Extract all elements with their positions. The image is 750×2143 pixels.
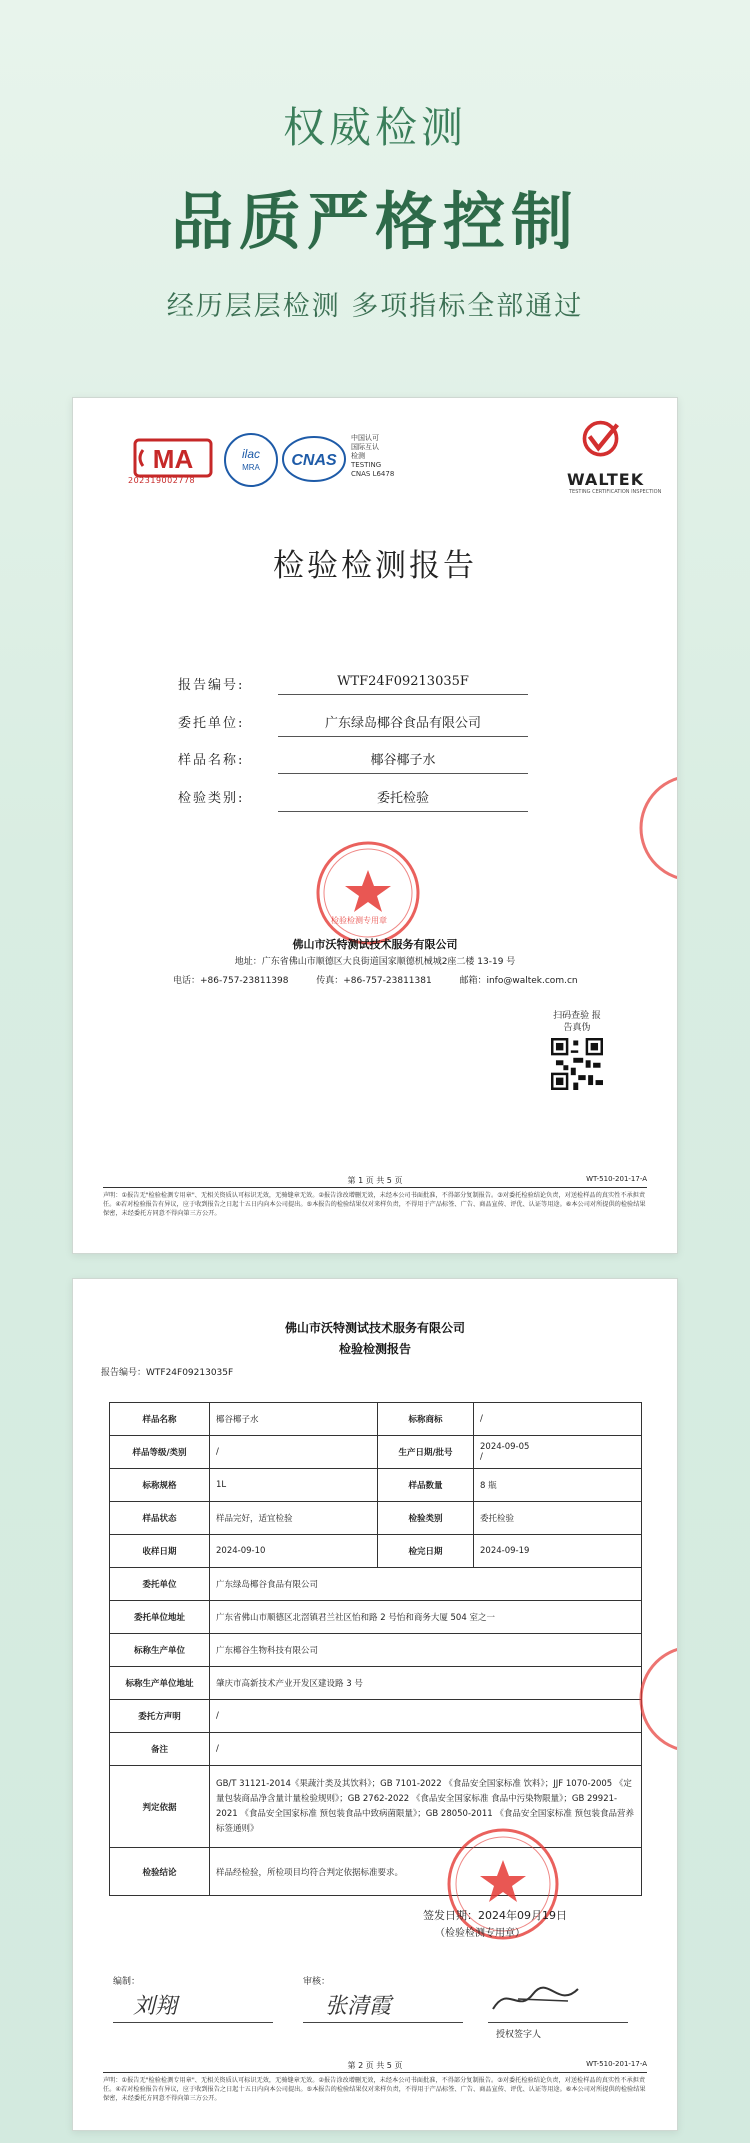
table-row xyxy=(110,1403,642,1436)
qr-code-icon[interactable] xyxy=(551,1038,603,1090)
table-key: 样品数量 xyxy=(378,1469,474,1502)
footer-divider xyxy=(103,1187,647,1188)
page-number: 第 2 页 共 5 页 xyxy=(347,2061,403,2070)
table-value: 椰谷椰子水 xyxy=(210,1403,378,1436)
table-value: / xyxy=(474,1403,642,1436)
seam-stamp-icon xyxy=(633,1639,678,1759)
cnas-text xyxy=(351,434,421,479)
issuer-company: 佛山市沃特测试技术服务有限公司 xyxy=(292,938,458,951)
brand-subtitle: TESTING CERTIFICATION INSPECTION xyxy=(569,489,662,495)
cnas-line: CNAS L6478 xyxy=(351,470,395,478)
hero-title-big: 品质严格控制 xyxy=(170,185,579,258)
cma-code: 2023190027​78 xyxy=(128,476,196,485)
issuer-phone: 电话：+86-757-23811398 xyxy=(173,976,289,986)
table-key: 标称规格 xyxy=(110,1469,210,1502)
fine-print: 声明：①报告无"检验检测专用章"、无相关资质认可标识无效，无骑缝章无效。②报告涂改增删无效，未经本公司书面批准，不得部分复制报告。③对委托检验结论负责，对送检样品的真实性不承担责任。④若对检验报告有异议，应于收到报告之日起十五日内向本公司提出。⑤本报告的检验结果仅对来样负责，不得用于产品标签、广告、商品宣传、评优、认证等用途。⑥本公司对所提供的检验结果保密，未经委托方同意不得向第三方公开。 xyxy=(103,1192,646,1217)
cnas-line: 检测 xyxy=(351,452,365,460)
compile-label: 编制： xyxy=(113,1977,141,1987)
table-row xyxy=(110,1502,642,1535)
doc-number: WT-510-201-17-A xyxy=(586,1175,647,1183)
table-value: 委托检验 xyxy=(474,1502,642,1535)
waltek-logo-icon xyxy=(575,418,645,468)
authorized-signature-icon xyxy=(488,1979,588,2019)
table-key: 检验类别 xyxy=(378,1502,474,1535)
table-value: 肇庆市高新技术产业开发区建设路 3 号 xyxy=(210,1667,642,1700)
table-key: 检验结论 xyxy=(110,1848,210,1896)
table-value: GB/T 31121-2014《果蔬汁类及其饮料》；GB 7101-2022 《食品安全国家标准 饮料》；JJF 1070-2005 《定量包装商品净含量计量检验规则》；GB 2762-2022 《食品安全国家标准 食品中污染物限量》；GB 29921-2021 《食品安全国家标准 预包装食品中致病菌限量》；GB 28050-2011 《食品安全国家标准 预包装食品营养标签通则》 xyxy=(210,1766,642,1848)
table-value: 广东省佛山市顺德区北滘镇君兰社区怡和路 2 号怡和商务大厦 504 室之一 xyxy=(210,1601,642,1634)
table-key: 标称商标 xyxy=(378,1403,474,1436)
cnas-logo-icon xyxy=(281,434,347,484)
table-key: 检完日期 xyxy=(378,1535,474,1568)
table-value: 2024-09-05 / xyxy=(474,1436,642,1469)
table-key: 样品等级/类别 xyxy=(110,1436,210,1469)
table-key: 标称生产单位地址 xyxy=(110,1667,210,1700)
official-stamp xyxy=(313,838,423,948)
report-number: 报告编号：WTF24F09213035F xyxy=(101,1368,234,1378)
hero-section xyxy=(0,0,750,400)
field-value: 委托检验 xyxy=(278,787,528,812)
table-row xyxy=(110,1601,642,1634)
table-key: 标称生产单位 xyxy=(110,1634,210,1667)
table-row xyxy=(110,1535,642,1568)
field-value: 广东绿岛椰谷食品有限公司 xyxy=(278,712,528,737)
issuer-address: 地址：广东省佛山市顺德区大良街道国家顺德机械城2座二楼 13-19 号 xyxy=(234,957,516,967)
field-label: 委托单位: xyxy=(178,716,245,731)
fine-print: 声明：①报告无"检验检测专用章"、无相关资质认可标识无效，无骑缝章无效。②报告涂改增删无效，未经本公司书面批准，不得部分复制报告。③对委托检验结论负责，对送检样品的真实性不承担责任。④若对检验报告有异议，应于收到报告之日起十五日内向本公司提出。⑤本报告的检验结果仅对来样负责，不得用于产品标签、广告、商品宣传、评优、认证等用途。⑥本公司对所提供的检验结果保密，未经委托方同意不得向第三方公开。 xyxy=(103,2077,646,2102)
report-cover-page xyxy=(72,397,678,1254)
qr-label: 扫码查验 报告真伪 xyxy=(553,1011,601,1033)
hero-title-small: 权威检测 xyxy=(282,103,467,152)
table-value: 广东椰谷生物科技有限公司 xyxy=(210,1634,642,1667)
table-row xyxy=(110,1469,642,1502)
svg-text:ilac: ilac xyxy=(241,447,261,461)
issuer-email: 邮箱：info@waltek.com.cn xyxy=(459,976,578,986)
table-key: 委托单位 xyxy=(110,1568,210,1601)
svg-text:MRA: MRA xyxy=(242,463,260,472)
issue-date: 签发日期：2024年09月19日 xyxy=(423,1909,567,1922)
table-row xyxy=(110,1700,642,1733)
seam-stamp-icon xyxy=(633,768,678,888)
issuer-company: 佛山市沃特测试技术服务有限公司 xyxy=(284,1321,465,1335)
review-signature: 张清霞 xyxy=(325,1994,392,2019)
hero-subtitle: 经历层层检测 多项指标全部通过 xyxy=(166,291,584,322)
report-title: 检验检测报告 xyxy=(273,548,477,584)
table-row xyxy=(110,1634,642,1667)
brand-name: WALTEK xyxy=(567,470,645,489)
table-key: 委托单位地址 xyxy=(110,1601,210,1634)
svg-text:MA: MA xyxy=(152,444,194,474)
spec-table xyxy=(109,1402,642,1896)
field-label: 样品名称: xyxy=(178,753,245,768)
table-value: / xyxy=(210,1700,642,1733)
review-label: 审核： xyxy=(303,1977,331,1987)
stamp-icon xyxy=(313,838,423,948)
sign-line xyxy=(488,2022,628,2023)
ilac-mra-logo-icon xyxy=(223,432,279,488)
table-key: 备注 xyxy=(110,1733,210,1766)
stamp-note: （检验检测专用章） xyxy=(435,1928,525,1939)
sign-label: 授权签字人 xyxy=(496,2030,542,2040)
table-value: 样品经检验，所检项目均符合判定依据标准要求。 xyxy=(210,1848,642,1896)
table-value: 2024-09-19 xyxy=(474,1535,642,1568)
table-row xyxy=(110,1733,642,1766)
footer-divider xyxy=(103,2072,647,2073)
cnas-line: 国际互认 xyxy=(351,443,379,451)
table-value: 广东绿岛椰谷食品有限公司 xyxy=(210,1568,642,1601)
table-key: 样品名称 xyxy=(110,1403,210,1436)
page-number: 第 1 页 共 5 页 xyxy=(347,1176,403,1185)
table-value: / xyxy=(210,1733,642,1766)
svg-text:CNAS: CNAS xyxy=(291,452,337,469)
table-value: 样品完好，适宜检验 xyxy=(210,1502,378,1535)
field-label: 报告编号: xyxy=(178,678,245,693)
cnas-line: TESTING xyxy=(351,461,382,469)
table-key: 生产日期/批号 xyxy=(378,1436,474,1469)
compile-line xyxy=(113,2022,273,2023)
doc-number: WT-510-201-17-A xyxy=(586,2060,647,2068)
table-value: / xyxy=(210,1436,378,1469)
review-line xyxy=(303,2022,463,2023)
cma-logo-icon xyxy=(133,436,213,480)
field-value: 椰谷椰子水 xyxy=(278,749,528,774)
table-value: 8 瓶 xyxy=(474,1469,642,1502)
cnas-line: 中国认可 xyxy=(351,434,379,442)
report-title: 检验检测报告 xyxy=(338,1342,411,1356)
table-key: 判定依据 xyxy=(110,1766,210,1848)
table-key: 样品状态 xyxy=(110,1502,210,1535)
issuer-fax: 传真：+86-757-23811381 xyxy=(316,976,432,986)
table-value: 2024-09-10 xyxy=(210,1535,378,1568)
table-row xyxy=(110,1667,642,1700)
compile-signature: 刘翔 xyxy=(133,1994,178,2019)
table-row xyxy=(110,1568,642,1601)
issuer-contacts xyxy=(173,973,603,986)
table-value: 1L xyxy=(210,1469,378,1502)
report-detail-page xyxy=(72,1278,678,2131)
stamp-text: 检验检测专用章 xyxy=(331,916,387,925)
field-label: 检验类别: xyxy=(178,791,245,806)
table-key: 委托方声明 xyxy=(110,1700,210,1733)
table-row xyxy=(110,1436,642,1469)
table-key: 收样日期 xyxy=(110,1535,210,1568)
field-value: WTF24F09213035F xyxy=(278,674,528,695)
